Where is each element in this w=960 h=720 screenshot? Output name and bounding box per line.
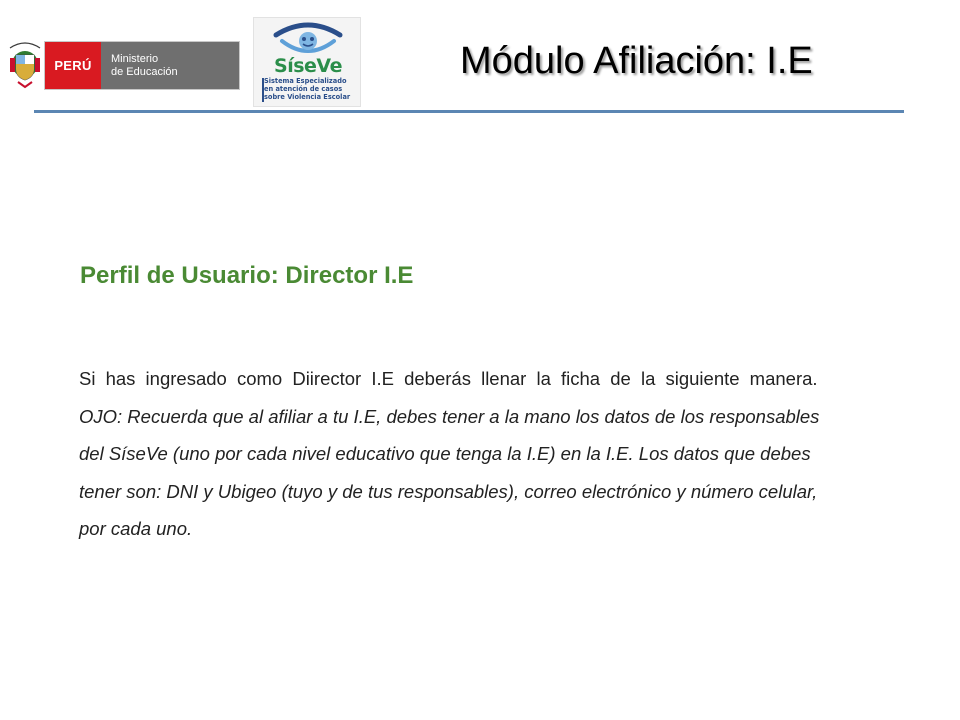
peru-label: PERÚ xyxy=(45,42,101,89)
siseve-logo xyxy=(253,17,361,107)
ministry-line-2: de Educación xyxy=(111,65,178,78)
siseve-tagline xyxy=(264,78,360,101)
ministry-line-1: Ministerio xyxy=(111,52,159,65)
ministry-name xyxy=(101,42,239,89)
title-divider xyxy=(34,110,904,113)
slide-title: Módulo Afiliación: I.E xyxy=(460,40,813,82)
siseve-tag-line-1: Sistema Especializado xyxy=(264,77,347,85)
minedu-logo xyxy=(44,41,240,90)
siseve-eye-logo-icon xyxy=(270,21,346,57)
siseve-brand-text: SíseVe xyxy=(274,55,342,77)
intro-paragraph: Si has ingresado como Diirector I.E deberás llenar la ficha de la siguiente manera. xyxy=(79,368,818,389)
peru-coat-of-arms-icon xyxy=(6,40,44,90)
profile-heading: Perfil de Usuario: Director I.E xyxy=(80,262,414,289)
warning-paragraph: OJO: Recuerda que al afiliar a tu I.E, debes tener a la mano los datos de los responsables del SíseVe (uno por cada nivel educativo que tenga la I.E) en la I.E. Los datos que debes tener son: DNI y Ubigeo (tuyo y de tus responsables), correo electrónico y número celular, por cada uno. xyxy=(79,405,820,539)
siseve-tag-line-3: sobre Violencia Escolar xyxy=(264,92,351,101)
instructions-text xyxy=(79,360,849,548)
siseve-tag-line-2: en atención de casos xyxy=(264,84,343,93)
